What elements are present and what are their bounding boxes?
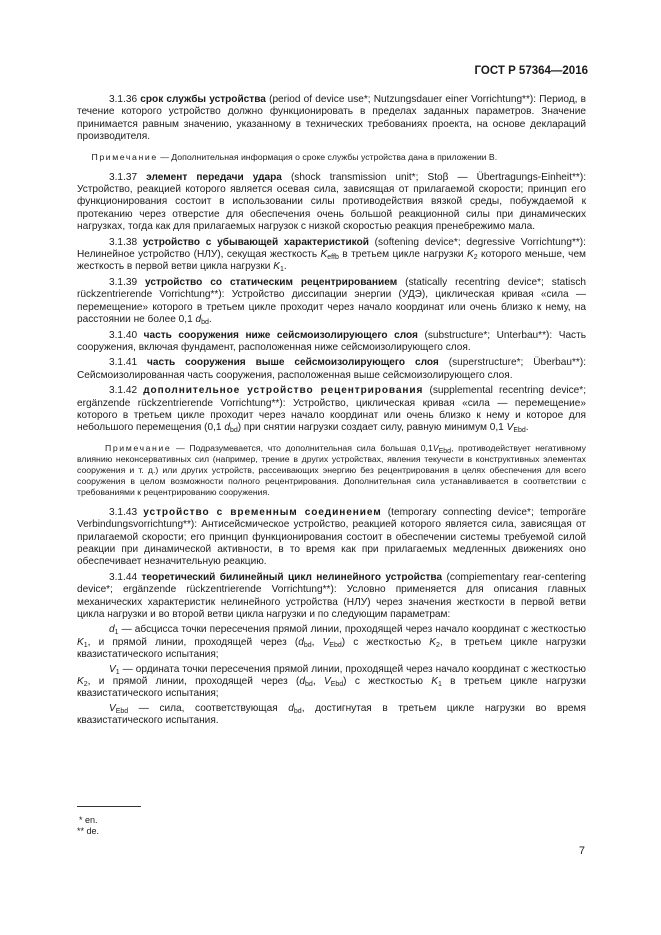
symbol-sub: Ebd [330, 681, 344, 689]
definition-text: — абсцисса точки пересечения прямой линии, проходящей через начало координат с жесткостью [118, 624, 586, 636]
clause-text: (compiementary rear-centering device*; ergänzende rückzentrierende Vorrichtung**): Условно применяется для описания главных механических характеристик нелинейного устройства (НЛУ) через значения жесткости в первой ветви цикла нагрузки и во второй ветви цикла нагрузки и по следующим параметрам: [77, 571, 587, 620]
symbol-v: V [432, 442, 439, 453]
clause-text: в третьем цикле нагрузки [338, 249, 467, 261]
note-1 [77, 152, 586, 163]
clause-3-1-40 [77, 330, 586, 355]
clause-text: . [525, 422, 529, 434]
symbol-sub: Ebd [513, 427, 526, 435]
clause-number: 3.1.40 [109, 329, 138, 341]
symbol-v: V [322, 636, 330, 648]
clause-term: теоретический билинейный цикл нелинейного устройства [141, 571, 443, 583]
standard-code: ГОСТ Р 57364—2016 [474, 65, 588, 77]
page-number: 7 [578, 845, 585, 857]
symbol-k1: K [431, 676, 438, 688]
symbol-d: d [299, 676, 306, 688]
clause-text: (temporary connecting device*; temporäre Verbindungsvorrichtung**): Антисейсмическое устройство, реакцией которого является сила, зависящая от прилагаемой скорости; его принцип функционирования состоит в обеспечении системы требуемой силой реакции при динамической активности, в то время как при прилагаемых медленных движениях оно обеспечивает незначительную реакцию. [77, 506, 586, 568]
clause-text: . [283, 261, 287, 273]
clause-number: 3.1.36 [109, 94, 138, 105]
clause-3-1-37 [77, 172, 586, 234]
clause-text: (statically recentring device*; statisch rückzentrierende Vorrichtung**): Устройство диссипации энергии (УДЭ), циклическая кривая «сила — перемещение» которого в третьем цикле проходит через начало координат или очень близко к нему, на расстоянии не более 0,1 [77, 276, 586, 326]
symbol-d: d [288, 702, 294, 714]
clause-3-1-42 [77, 385, 586, 435]
clause-3-1-41 [77, 357, 586, 382]
symbol-sub: 1 [114, 629, 119, 637]
clause-3-1-36 [77, 94, 586, 144]
symbol-sub: Ebd [438, 447, 452, 455]
clause-text: которого меньше, чем жесткость в первой ветви цикла нагрузки [77, 249, 586, 273]
clause-number: 3.1.42 [109, 385, 138, 397]
symbol-sub: 1 [279, 266, 284, 274]
definition-text: , и прямой линии, проходящей через ( [87, 636, 299, 648]
clause-term: часть сооружения ниже сейсмоизолирующего слоя [143, 329, 418, 341]
symbol-sub: 2 [83, 681, 88, 689]
symbol-d1: d [109, 624, 115, 636]
clause-3-1-43 [77, 507, 586, 569]
symbol-k2: K [466, 249, 474, 261]
clause-3-1-38 [77, 237, 586, 274]
note-2 [77, 443, 586, 498]
clause-term: часть сооружения выше сейсмоизолирующего слоя [147, 357, 439, 369]
symbol-k1: K [273, 261, 280, 273]
clause-number: 3.1.44 [109, 571, 138, 583]
symbol-sub: Ebd [329, 641, 342, 649]
symbol-sub: Ebd [115, 707, 129, 715]
symbol-sub: bd [293, 707, 302, 715]
symbol-d: d [195, 314, 202, 326]
symbol-sub: bd [305, 681, 313, 689]
definition-text: , [311, 636, 323, 648]
clause-term: устройство с убывающей характеристикой [142, 236, 369, 248]
clause-number: 3.1.41 [109, 357, 138, 369]
definition-text: , достигнутая в третьем цикле нагрузки во время квазистатического испытания. [77, 702, 586, 727]
symbol-sub: bd [201, 319, 209, 327]
definition-text: ) с жесткостью [343, 676, 432, 688]
clause-text: (softening device*; degressive Vorrichtung**): Нелинейное устройство (НЛУ), секущая жесткость [77, 236, 586, 261]
clause-text: . [208, 314, 212, 326]
symbol-sub: 2 [473, 254, 478, 262]
clause-term: элемент передачи удара [146, 171, 282, 183]
note-text: — Подразумевается, что дополнительная сила большая 0,1 [171, 442, 433, 453]
symbol-v: V [506, 422, 514, 434]
footnotes [77, 815, 99, 837]
symbol-sub: bd [229, 427, 238, 435]
clause-3-1-39 [77, 277, 586, 327]
definition-text: — сила, соответствующая [128, 702, 289, 714]
clause-number: 3.1.38 [109, 236, 138, 248]
symbol-k: K [320, 249, 328, 261]
clause-number: 3.1.37 [109, 171, 138, 183]
clause-text: (substructure*; Unterbau**): Часть сооружения, включая фундамент, расположенная ниже сейсмоизолирующего слоя. [77, 329, 586, 353]
symbol-k2: K [77, 676, 84, 688]
symbol-v: V [323, 676, 331, 688]
note-label: Примечание [105, 442, 172, 453]
document-body [77, 94, 586, 730]
definition-text: в третьем цикле нагрузки квазистатического испытания; [77, 676, 587, 700]
symbol-d: d [298, 636, 304, 648]
clause-text: (supplemental recentring device*; ergänzende rückzentrierende Vorrichtung**): Устройство, циклическая кривая «сила — перемещение» которого в третьем цикле проходит через начало координат или очень близко к нему и которое для небольшого перемещения (0,1 [77, 385, 587, 434]
definition-text: , [312, 676, 324, 688]
definition-text: — ордината точки пересечения прямой линии, проходящей через начало координат с жесткостью [119, 663, 586, 675]
symbol-sub: 2 [435, 641, 440, 649]
clause-number: 3.1.39 [109, 276, 138, 288]
symbol-k1: K [77, 636, 84, 648]
symbol-sub: 1 [83, 641, 88, 649]
symbol-k2: K [429, 636, 436, 648]
note-text: , противодействует негативному влиянию неконсервативных сил (например, трение в других устройствах, явления текучести в конструктивных элементах сооружения и т. д.) или других устройств, рассеивающих энергию без рецентрирования в целях обеспечения для всего сооружения в целом возможности полного рецентрирования. Дополнительная сила устанавливается в соответствии с требованиями к рецентрированию сооружения. [77, 442, 586, 497]
clause-3-1-44 [77, 572, 586, 622]
footnote-de: ** de. [77, 826, 100, 836]
definition-text: ) с жесткостью [341, 636, 430, 648]
note-label: Примечание [91, 151, 158, 162]
footnote-divider [77, 806, 141, 807]
clause-text: ) при снятии нагрузки создает силу, равную минимум 0,1 [237, 422, 507, 434]
definition-v1 [77, 664, 586, 701]
note-text: — Дополнительная информация о сроке службы устройства дана в приложении В. [157, 151, 498, 162]
clause-term: дополнительное устройство рецентрирования [143, 385, 424, 397]
symbol-d: d [224, 422, 230, 434]
symbol-vebd: V [109, 702, 116, 714]
definition-d1 [77, 624, 586, 661]
clause-term: срок службы устройства [140, 94, 266, 105]
clause-text: (period of device use*; Nutzungsdauer einer Vorrichtung**): Период, в течение которого устройство должно функционировать в пределах заданных параметров. Значение принимается равным значению, указанному в технических требованиях проекта, на основе деклараций производителя. [77, 94, 586, 143]
clause-text: (superstructure*; Überbau**): Сейсмоизолированная часть сооружения, расположенная выше сейсмоизолирующего слоя. [77, 357, 586, 381]
symbol-sub: bd [303, 641, 312, 649]
clause-number: 3.1.43 [109, 506, 138, 518]
definition-text: , в третьем цикле нагрузки квазистатического испытания; [77, 636, 587, 661]
clause-text: (shock transmission unit*; Stoβ — Übertragungs-Einheit**): Устройство, реакцией которого является осевая сила, зависящая от прилагаемой скорости; принцип его функционирования состоит в использовании силы противодействия вязкой среды, побуждаемой к протеканию через отверстие для обеспечения очень большой реакционной силы при динамических нагрузках, тогда как для прилагаемых нагрузок с низкой скоростью реакция пренебрежимо мала. [77, 171, 586, 233]
definition-vebd [77, 703, 586, 728]
symbol-sub: effb [327, 254, 339, 262]
symbol-v1: V [109, 663, 116, 675]
definition-text: , и прямой линии, проходящей через ( [87, 676, 300, 688]
clause-term: устройство со статическим рецентрированием [145, 276, 398, 288]
symbol-sub: 1 [437, 681, 442, 689]
footnote-en: * en. [79, 815, 98, 825]
clause-term: устройство с временным соединением [143, 506, 382, 518]
symbol-sub: 1 [115, 668, 120, 676]
